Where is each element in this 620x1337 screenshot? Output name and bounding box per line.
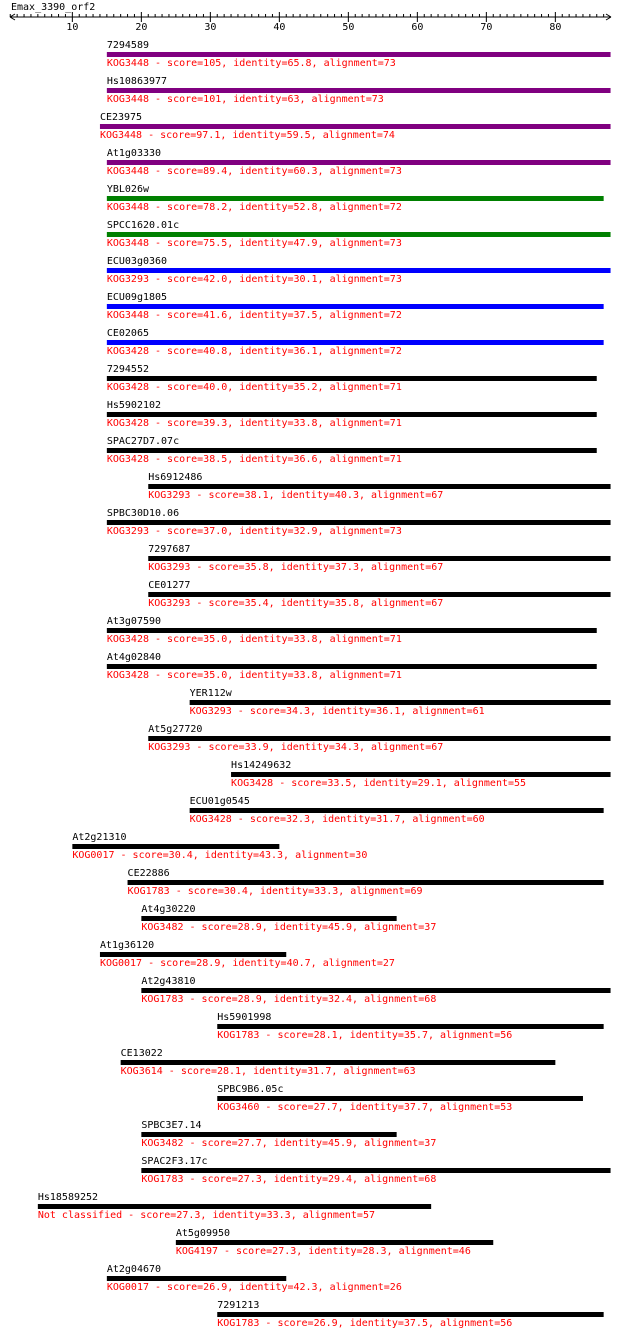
- hit-bar: [217, 1312, 603, 1317]
- hit-name: SPAC2F3.17c: [141, 1156, 208, 1167]
- hit-row: [217, 1300, 603, 1329]
- hit-bar: [128, 880, 604, 885]
- axis-tick-label: 10: [66, 22, 79, 33]
- hit-info: KOG3428 - score=32.3, identity=31.7, alignment=60: [189, 814, 485, 825]
- hit-name: At2g43810: [141, 976, 196, 987]
- hit-info: KOG3448 - score=41.6, identity=37.5, alignment=72: [106, 310, 402, 321]
- hit-bar: [217, 1096, 583, 1101]
- hit-name: 7294552: [106, 364, 150, 375]
- hit-name: At1g36120: [99, 940, 155, 951]
- hit-row: [107, 400, 597, 429]
- hit-bar: [107, 232, 611, 237]
- hit-name: SPCC1620.01c: [106, 220, 180, 231]
- hit-row: [100, 112, 611, 141]
- hit-info: KOG3460 - score=27.7, identity=37.7, alignment=53: [217, 1102, 513, 1113]
- hit-row: [107, 76, 611, 105]
- hit-row: [107, 652, 597, 681]
- hit-bar: [107, 304, 604, 309]
- hit-row: [128, 868, 604, 897]
- axis-tick-label: 20: [135, 22, 148, 33]
- hit-bar: [121, 1060, 556, 1065]
- hit-bar: [107, 376, 597, 381]
- hit-info: KOG3448 - score=89.4, identity=60.3, alignment=73: [106, 166, 402, 177]
- hit-bar: [107, 340, 604, 345]
- hit-info: KOG1783 - score=28.1, identity=35.7, alignment=56: [217, 1030, 513, 1041]
- hit-info: KOG0017 - score=30.4, identity=43.3, alignment=30: [72, 850, 368, 861]
- hit-info: KOG3293 - score=42.0, identity=30.1, alignment=73: [106, 274, 402, 285]
- hit-row: [107, 436, 597, 465]
- hit-name: Hs5901998: [217, 1012, 272, 1023]
- hit-row: [141, 976, 610, 1005]
- axis-tick-label: 60: [411, 22, 424, 33]
- axis-tick-label: 50: [342, 22, 355, 33]
- hit-row: [148, 472, 610, 501]
- hit-info: KOG3293 - score=38.1, identity=40.3, alignment=67: [148, 490, 444, 501]
- hit-bar: [176, 1240, 493, 1245]
- hit-name: YER112w: [189, 688, 232, 699]
- hit-bar: [217, 1024, 603, 1029]
- hit-row: [148, 544, 610, 573]
- hit-row: [217, 1084, 583, 1113]
- hit-name: SPBC3E7.14: [141, 1120, 202, 1131]
- axis-tick-label: 30: [204, 22, 217, 33]
- hit-bar: [141, 916, 396, 921]
- hit-name: 7291213: [217, 1300, 260, 1311]
- hit-bar: [100, 124, 611, 129]
- hit-info: KOG3448 - score=105, identity=65.8, alignment=73: [106, 58, 396, 69]
- hit-name: At2g21310: [72, 832, 127, 843]
- hit-info: KOG3293 - score=35.8, identity=37.3, alignment=67: [148, 562, 444, 573]
- hit-row: [107, 328, 604, 357]
- hit-bar: [107, 52, 611, 57]
- hit-name: CE22886: [127, 868, 170, 879]
- hit-bar: [107, 88, 611, 93]
- hit-name: SPBC9B6.05c: [217, 1084, 284, 1095]
- hit-info: KOG3448 - score=97.1, identity=59.5, alignment=74: [99, 130, 395, 141]
- hit-name: CE23975: [99, 112, 143, 123]
- hit-name: ECU01g0545: [189, 796, 250, 807]
- hit-row: [217, 1012, 603, 1041]
- hit-name: CE02065: [106, 328, 150, 339]
- hit-row: [107, 184, 604, 213]
- hit-name: Hs5902102: [106, 400, 162, 411]
- hit-bar: [107, 520, 611, 525]
- hit-name: At4g02840: [106, 652, 162, 663]
- hit-name: YBL026w: [106, 184, 150, 195]
- hit-info: KOG3448 - score=78.2, identity=52.8, alignment=72: [106, 202, 402, 213]
- hit-bar: [148, 556, 610, 561]
- hit-info: KOG3448 - score=101, identity=63, alignment=73: [106, 94, 384, 105]
- hit-bar: [141, 1168, 610, 1173]
- hit-bar: [141, 1132, 396, 1137]
- hit-info: KOG3428 - score=40.0, identity=35.2, alignment=71: [106, 382, 402, 393]
- hit-info: KOG3428 - score=35.0, identity=33.8, alignment=71: [106, 634, 402, 645]
- hit-name: SPAC27D7.07c: [106, 436, 180, 447]
- hit-info: KOG3482 - score=27.7, identity=45.9, alignment=37: [141, 1138, 437, 1149]
- hit-name: CE13022: [120, 1048, 163, 1059]
- hit-name: CE01277: [148, 580, 191, 591]
- hit-info: KOG1783 - score=28.9, identity=32.4, alignment=68: [141, 994, 437, 1005]
- hit-row: [141, 904, 436, 933]
- hit-info: KOG3293 - score=37.0, identity=32.9, alignment=73: [106, 526, 402, 537]
- hit-info: KOG3293 - score=34.3, identity=36.1, alignment=61: [189, 706, 485, 717]
- hit-row: [107, 364, 597, 393]
- hit-row: [107, 616, 597, 645]
- hit-name: Hs6912486: [148, 472, 203, 483]
- position-axis: [10, 12, 611, 33]
- hit-name: At5g27720: [148, 724, 203, 735]
- hit-name: Hs18589252: [37, 1192, 99, 1203]
- hit-row: [107, 220, 611, 249]
- hit-info: KOG3448 - score=75.5, identity=47.9, alignment=73: [106, 238, 402, 249]
- hit-name: 7297687: [148, 544, 191, 555]
- hit-name: ECU03g0360: [106, 256, 168, 267]
- hit-bar: [141, 988, 610, 993]
- hit-row: [107, 256, 611, 285]
- hit-bar: [107, 196, 604, 201]
- hit-row: [107, 40, 611, 69]
- hit-info: KOG3428 - score=35.0, identity=33.8, alignment=71: [106, 670, 402, 681]
- hit-info: KOG4197 - score=27.3, identity=28.3, alignment=46: [175, 1246, 471, 1257]
- hit-row: [141, 1156, 610, 1185]
- hit-info: KOG3428 - score=33.5, identity=29.1, alignment=55: [231, 778, 527, 789]
- hit-info: KOG1783 - score=27.3, identity=29.4, alignment=68: [141, 1174, 437, 1185]
- hit-bar: [107, 628, 597, 633]
- hit-info: Not classified - score=27.3, identity=33.3, alignment=57: [37, 1210, 376, 1221]
- hit-name: ECU09g1805: [106, 292, 168, 303]
- hit-bar: [72, 844, 279, 849]
- hit-info: KOG3614 - score=28.1, identity=31.7, alignment=63: [120, 1066, 416, 1077]
- hit-row: [107, 1264, 402, 1293]
- hit-bar: [231, 772, 611, 777]
- hit-info: KOG1783 - score=30.4, identity=33.3, alignment=69: [127, 886, 423, 897]
- hit-info: KOG0017 - score=26.9, identity=42.3, alignment=26: [106, 1282, 402, 1293]
- hit-row: [148, 724, 610, 753]
- hit-name: At2g04670: [106, 1264, 162, 1275]
- hit-bar: [107, 1276, 286, 1281]
- hit-bar: [107, 268, 611, 273]
- hit-info: KOG1783 - score=26.9, identity=37.5, alignment=56: [217, 1318, 513, 1329]
- axis-tick-label: 70: [480, 22, 493, 33]
- hit-bar: [100, 952, 286, 957]
- hit-name: At1g03330: [106, 148, 162, 159]
- hit-row: [190, 796, 604, 825]
- hit-info: KOG3428 - score=39.3, identity=33.8, alignment=71: [106, 418, 402, 429]
- hit-bar: [148, 592, 610, 597]
- hit-bar: [107, 160, 611, 165]
- hit-info: KOG3482 - score=28.9, identity=45.9, alignment=37: [141, 922, 437, 933]
- hit-row: [72, 832, 367, 861]
- hit-bar: [107, 664, 597, 669]
- hit-name: Hs14249632: [231, 760, 292, 771]
- hit-row: [107, 148, 611, 177]
- hit-list: [38, 40, 611, 1329]
- hit-name: At5g09950: [175, 1228, 231, 1239]
- chart-title: Emax_3390_orf2: [11, 2, 96, 13]
- hit-info: KOG3428 - score=38.5, identity=36.6, alignment=71: [106, 454, 402, 465]
- hit-bar: [148, 736, 610, 741]
- hit-info: KOG0017 - score=28.9, identity=40.7, alignment=27: [99, 958, 395, 969]
- hit-name: 7294589: [106, 40, 150, 51]
- hit-info: KOG3293 - score=35.4, identity=35.8, alignment=67: [148, 598, 444, 609]
- hit-row: [141, 1120, 436, 1149]
- hit-row: [176, 1228, 493, 1257]
- hit-row: [231, 760, 611, 789]
- hit-bar: [148, 484, 610, 489]
- hit-row: [190, 688, 611, 717]
- hit-row: [148, 580, 610, 609]
- hit-info: KOG3293 - score=33.9, identity=34.3, alignment=67: [148, 742, 444, 753]
- hit-bar: [107, 412, 597, 417]
- hit-bar: [190, 808, 604, 813]
- hit-row: [107, 292, 604, 321]
- axis-tick-label: 80: [549, 22, 562, 33]
- hit-info: KOG3428 - score=40.8, identity=36.1, alignment=72: [106, 346, 402, 357]
- hit-row: [100, 940, 395, 969]
- hit-row: [121, 1048, 556, 1077]
- hit-name: SPBC30D10.06: [106, 508, 180, 519]
- hit-row: [107, 508, 611, 537]
- hit-bar: [107, 448, 597, 453]
- hit-name: Hs10863977: [106, 76, 168, 87]
- axis-tick-label: 40: [273, 22, 286, 33]
- hit-name: At4g30220: [141, 904, 196, 915]
- hit-name: At3g07590: [106, 616, 162, 627]
- hit-bar: [38, 1204, 431, 1209]
- hit-bar: [190, 700, 611, 705]
- hit-row: [38, 1192, 431, 1221]
